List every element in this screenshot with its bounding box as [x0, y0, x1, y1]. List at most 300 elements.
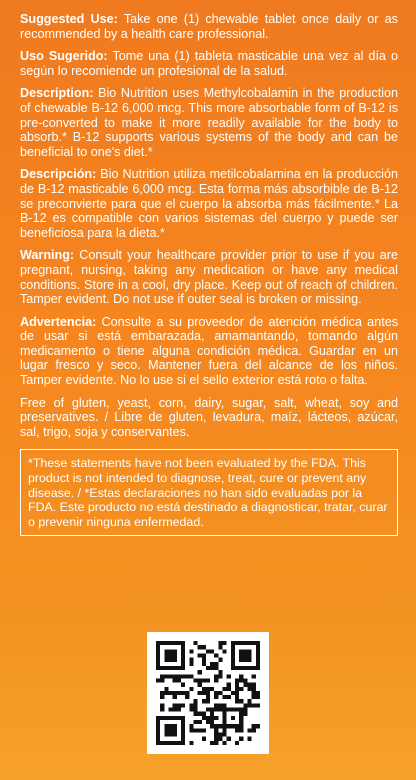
qr-module [160, 708, 164, 712]
qr-module [218, 708, 222, 712]
qr-module [223, 695, 227, 699]
qr-module [168, 728, 172, 732]
qr-module [239, 737, 243, 741]
qr-module [181, 720, 185, 724]
qr-module [218, 674, 222, 678]
suggested-use-paragraph [20, 12, 398, 41]
qr-module [231, 666, 235, 670]
qr-module [164, 741, 168, 745]
qr-module [223, 741, 227, 745]
qr-module [189, 674, 193, 678]
qr-module [168, 741, 172, 745]
qr-module [198, 645, 202, 649]
qr-module [248, 699, 252, 703]
qr-module [177, 716, 181, 720]
qr-module [210, 662, 214, 666]
qr-module [181, 674, 185, 678]
qr-module [156, 733, 160, 737]
qr-module [243, 703, 247, 707]
qr-module [181, 737, 185, 741]
qr-module [193, 708, 197, 712]
qr-module [214, 716, 218, 720]
qr-module [227, 674, 231, 678]
qr-module [214, 724, 218, 728]
qr-module [223, 712, 227, 716]
qr-module [239, 724, 243, 728]
qr-module [248, 687, 252, 691]
qr-module [206, 687, 210, 691]
qr-module [193, 703, 197, 707]
qr-module [173, 658, 177, 662]
qr-module [156, 662, 160, 666]
qr-module [256, 662, 260, 666]
qr-module [173, 641, 177, 645]
qr-module [218, 703, 222, 707]
free-of-paragraph: Free of gluten, yeast, corn, dairy, sugar, salt, wheat, soy and preservatives. / Libre de gluten, levadura, maíz, lácteos, azúcar, sal, trigo, soja y conservantes. [20, 395, 398, 439]
qr-module [193, 699, 197, 703]
qr-module [168, 674, 172, 678]
qr-module [156, 737, 160, 741]
warning-paragraph [20, 248, 398, 306]
qr-module [248, 658, 252, 662]
qr-module [210, 708, 214, 712]
advertencia-paragraph [20, 315, 398, 388]
qr-module [164, 653, 168, 657]
qr-module [189, 662, 193, 666]
qr-module [243, 666, 247, 670]
qr-module [210, 649, 214, 653]
qr-module [177, 666, 181, 670]
qr-module [189, 708, 193, 712]
qr-module [214, 691, 218, 695]
qr-module [202, 699, 206, 703]
qr-module [198, 653, 202, 657]
qr-module [173, 695, 177, 699]
qr-module [198, 720, 202, 724]
qr-module [239, 653, 243, 657]
qr-module [214, 708, 218, 712]
qr-module [231, 724, 235, 728]
qr-module [156, 666, 160, 670]
qr-module [239, 712, 243, 716]
qr-module [160, 678, 164, 682]
qr-module [156, 741, 160, 745]
qr-module [223, 703, 227, 707]
description-paragraph [20, 86, 398, 159]
qr-module [210, 720, 214, 724]
qr-module [181, 662, 185, 666]
qr-module [193, 712, 197, 716]
qr-module [156, 728, 160, 732]
qr-module [223, 716, 227, 720]
qr-module [235, 666, 239, 670]
qr-module [235, 691, 239, 695]
qr-module [168, 649, 172, 653]
qr-module [181, 691, 185, 695]
qr-module [243, 712, 247, 716]
qr-module [227, 737, 231, 741]
qr-module [252, 728, 256, 732]
qr-module [185, 674, 189, 678]
qr-module [239, 716, 243, 720]
qr-module [198, 683, 202, 687]
qr-module [218, 724, 222, 728]
qr-module [181, 703, 185, 707]
qr-module [173, 691, 177, 695]
descripcion-paragraph [20, 167, 398, 240]
qr-module [156, 649, 160, 653]
qr-module [223, 728, 227, 732]
qr-module [227, 683, 231, 687]
qr-module [173, 724, 177, 728]
qr-module [156, 645, 160, 649]
qr-module [223, 720, 227, 724]
qr-module [189, 728, 193, 732]
qr-module [231, 716, 235, 720]
qr-module [223, 724, 227, 728]
qr-module [164, 716, 168, 720]
qr-module [206, 708, 210, 712]
qr-module [202, 728, 206, 732]
qr-module [214, 741, 218, 745]
qr-module [202, 737, 206, 741]
qr-module [248, 737, 252, 741]
qr-module [177, 678, 181, 682]
qr-module [239, 699, 243, 703]
qr-module [252, 703, 256, 707]
qr-module [164, 641, 168, 645]
warning-heading: Warning: [20, 248, 75, 263]
qr-module [256, 724, 260, 728]
qr-module [235, 695, 239, 699]
qr-module [235, 724, 239, 728]
qr-module [206, 699, 210, 703]
qr-module [202, 716, 206, 720]
qr-module [248, 666, 252, 670]
qr-module [198, 728, 202, 732]
qr-module [181, 641, 185, 645]
qr-module [227, 695, 231, 699]
qr-module [168, 653, 172, 657]
qr-module [239, 708, 243, 712]
qr-module [218, 737, 222, 741]
qr-module [243, 641, 247, 645]
qr-module [185, 691, 189, 695]
qr-module [231, 641, 235, 645]
qr-module [214, 674, 218, 678]
qr-module [235, 683, 239, 687]
qr-module [181, 649, 185, 653]
qr-module [214, 666, 218, 670]
qr-module [214, 695, 218, 699]
qr-module [231, 658, 235, 662]
qr-module [243, 649, 247, 653]
qr-module [223, 641, 227, 645]
qr-module [218, 691, 222, 695]
qr-module [160, 674, 164, 678]
qr-module [198, 670, 202, 674]
qr-module [239, 678, 243, 682]
qr-module [160, 691, 164, 695]
qr-module [214, 733, 218, 737]
qr-module [160, 641, 164, 645]
qr-module [177, 674, 181, 678]
qr-module [177, 703, 181, 707]
qr-module [202, 645, 206, 649]
qr-module [202, 658, 206, 662]
qr-module [168, 691, 172, 695]
qr-module [185, 695, 189, 699]
qr-module [248, 703, 252, 707]
qr-module [256, 691, 260, 695]
qr-module [239, 728, 243, 732]
qr-module [248, 683, 252, 687]
qr-module [235, 708, 239, 712]
suggested-use-heading: Suggested Use: [20, 12, 118, 26]
qr-module [168, 641, 172, 645]
qr-module [206, 666, 210, 670]
qr-module [181, 716, 185, 720]
qr-module [189, 703, 193, 707]
qr-module [193, 678, 197, 682]
qr-module [227, 708, 231, 712]
qr-module [173, 674, 177, 678]
qr-module [256, 703, 260, 707]
qr-module [202, 653, 206, 657]
suggested-use-text: Take one (1) chewable tablet once daily or as recommended by a health care professional. [20, 12, 398, 41]
qr-module [214, 728, 218, 732]
advertencia-heading: Advertencia: [20, 314, 97, 329]
qr-module [168, 716, 172, 720]
qr-module [206, 720, 210, 724]
uso-sugerido-heading: Uso Sugerido: [20, 49, 108, 64]
qr-module [156, 716, 160, 720]
qr-module [231, 645, 235, 649]
qr-module [206, 716, 210, 720]
qr-module [218, 658, 222, 662]
qr-module [198, 712, 202, 716]
qr-module [214, 678, 218, 682]
descripcion-heading: Descripción: [20, 167, 97, 182]
qr-module [164, 733, 168, 737]
qr-module [206, 678, 210, 682]
qr-module [189, 724, 193, 728]
qr-module [256, 653, 260, 657]
qr-module [202, 712, 206, 716]
qr-module [218, 641, 222, 645]
qr-module [231, 708, 235, 712]
qr-module [156, 720, 160, 724]
qr-module [173, 678, 177, 682]
qr-module [181, 683, 185, 687]
qr-module [223, 649, 227, 653]
qr-module [160, 716, 164, 720]
qr-module [256, 658, 260, 662]
warning-text: Consult your healthcare provider prior to use if you are pregnant, nursing, taking any medication or have any medical conditions. Store in a cool, dry place. Keep out of reach of children. Tamper evident. Do not use if outer seal is broken or missing. [20, 248, 399, 307]
qr-module [156, 653, 160, 657]
qr-module [181, 733, 185, 737]
qr-module [173, 708, 177, 712]
qr-module [160, 703, 164, 707]
qr-module [214, 653, 218, 657]
qr-module [239, 658, 243, 662]
qr-module [239, 674, 243, 678]
qr-module [206, 691, 210, 695]
qr-module [239, 720, 243, 724]
qr-module [156, 678, 160, 682]
qr-module [160, 695, 164, 699]
qr-module [189, 658, 193, 662]
qr-module [202, 678, 206, 682]
qr-module [177, 741, 181, 745]
qr-module [173, 649, 177, 653]
qr-module [202, 687, 206, 691]
qr-code-icon [156, 641, 260, 745]
qr-module [252, 695, 256, 699]
qr-module [164, 724, 168, 728]
qr-module [214, 662, 218, 666]
qr-module [181, 728, 185, 732]
qr-module [243, 678, 247, 682]
qr-module [181, 645, 185, 649]
description-heading: Description: [20, 86, 94, 101]
qr-module [223, 708, 227, 712]
qr-code[interactable] [147, 632, 269, 754]
qr-module [210, 666, 214, 670]
qr-module [156, 724, 160, 728]
qr-module [198, 678, 202, 682]
qr-module [235, 687, 239, 691]
description-text: Bio Nutrition uses Methylcobalamin in the production of chewable B-12 6,000 mcg. This more absorbable form of B-12 is pre-converted to make it more readily available for the body to absorb.* B-12 supports various systems of the body and can be beneficial to one's diet.* [20, 86, 399, 159]
qr-module [248, 653, 252, 657]
qr-module [173, 703, 177, 707]
qr-module [160, 741, 164, 745]
qr-module [252, 691, 256, 695]
qr-module [168, 724, 172, 728]
qr-module [231, 653, 235, 657]
qr-module [243, 653, 247, 657]
qr-module [243, 683, 247, 687]
uso-sugerido-paragraph [20, 49, 398, 78]
qr-module [252, 674, 256, 678]
qr-module [210, 716, 214, 720]
qr-module [173, 741, 177, 745]
qr-module [177, 691, 181, 695]
qr-module [256, 695, 260, 699]
qr-module [168, 666, 172, 670]
qr-module [256, 649, 260, 653]
qr-module [202, 691, 206, 695]
qr-module [218, 670, 222, 674]
qr-module [235, 699, 239, 703]
qr-module [248, 641, 252, 645]
qr-module [214, 703, 218, 707]
qr-module [210, 724, 214, 728]
qr-module [177, 708, 181, 712]
qr-module [223, 687, 227, 691]
qr-module [235, 728, 239, 732]
qr-module [235, 678, 239, 682]
qr-module [231, 662, 235, 666]
qr-module [181, 653, 185, 657]
qr-module [206, 695, 210, 699]
qr-module [198, 691, 202, 695]
fda-disclaimer-text: *These statements have not been evaluated by the FDA. This product is not intended to diagnose, treat, cure or prevent any disease. / *Estas declaraciones no han sido evaluadas por la FDA. Este producto no está destinado a diagnosticar, tratar, curar o prevenir ninguna enfermedad. [28, 456, 388, 529]
qr-module [164, 649, 168, 653]
qr-module [181, 724, 185, 728]
qr-module [168, 708, 172, 712]
descripcion-text: Bio Nutrition utiliza metilcobalamina en la producción de B-12 masticable 6,000 mcg. Esta forma más absorbible de B-12 se preconvierte para que el cuerpo la absorba más fácilmente.* La B-12 es compatible con varios sistemas del cuerpo y puede ser beneficiosa para la dieta.* [20, 167, 398, 240]
qr-module [164, 658, 168, 662]
qr-module [252, 724, 256, 728]
qr-module [239, 687, 243, 691]
qr-module [177, 641, 181, 645]
qr-module [173, 666, 177, 670]
qr-module [173, 716, 177, 720]
qr-module [210, 741, 214, 745]
qr-module [181, 741, 185, 745]
qr-module [210, 687, 214, 691]
qr-module [164, 691, 168, 695]
qr-module [173, 728, 177, 732]
qr-module [256, 641, 260, 645]
qr-module [227, 724, 231, 728]
fda-disclaimer-box [20, 449, 398, 536]
qr-module [235, 641, 239, 645]
qr-module [189, 741, 193, 745]
qr-module [252, 641, 256, 645]
qr-module [248, 649, 252, 653]
qr-module [239, 649, 243, 653]
qr-module [252, 683, 256, 687]
qr-module [189, 649, 193, 653]
qr-module [223, 733, 227, 737]
qr-module [248, 728, 252, 732]
qr-module [218, 733, 222, 737]
qr-module [210, 712, 214, 716]
qr-module [202, 662, 206, 666]
qr-module [239, 641, 243, 645]
qr-module [256, 666, 260, 670]
qr-module [239, 666, 243, 670]
qr-module [206, 649, 210, 653]
qr-module [168, 733, 172, 737]
qr-module [160, 666, 164, 670]
qr-module [256, 645, 260, 649]
qr-module [164, 687, 168, 691]
qr-module [181, 666, 185, 670]
qr-module [193, 720, 197, 724]
qr-module [227, 687, 231, 691]
qr-module [156, 641, 160, 645]
qr-module [252, 687, 256, 691]
qr-module [173, 653, 177, 657]
qr-module [193, 641, 197, 645]
qr-module [214, 737, 218, 741]
qr-module [181, 658, 185, 662]
supplement-label-text [20, 12, 398, 536]
qr-module [243, 708, 247, 712]
qr-module [193, 728, 197, 732]
qr-module [189, 687, 193, 691]
qr-module [168, 658, 172, 662]
qr-module [252, 666, 256, 670]
qr-module [164, 674, 168, 678]
qr-module [231, 649, 235, 653]
uso-sugerido-text: Tome una (1) tableta masticable una vez al día o según lo recomiende un profesional de la salud. [20, 49, 398, 78]
qr-module [235, 741, 239, 745]
qr-module [231, 691, 235, 695]
